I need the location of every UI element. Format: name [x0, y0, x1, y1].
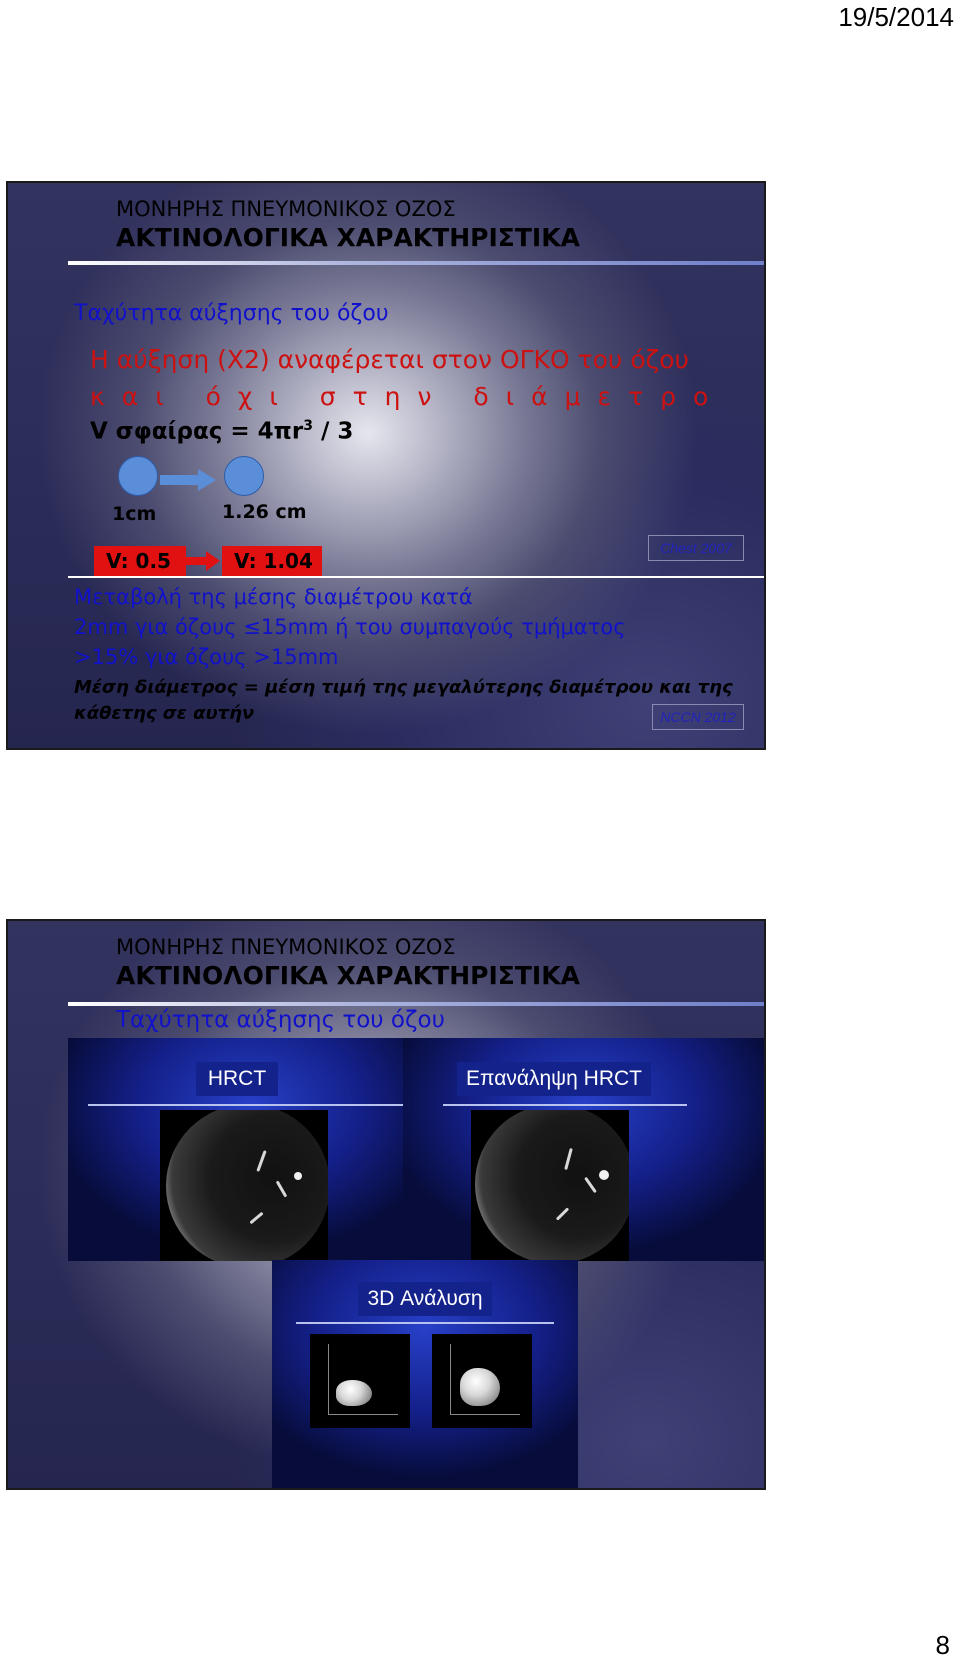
change-criterion-line1: Μεταβολή της μέσης διαμέτρου κατά: [74, 585, 473, 609]
volume-arrow-shaft: [184, 557, 208, 565]
slide-subtitle: ΜΟΝΗΡΗΣ ΠΝΕΥΜΟΝΙΚΟΣ ΟΖΟΣ: [116, 935, 456, 959]
hrct-scan-image: [160, 1110, 328, 1261]
title-underline: [68, 1002, 764, 1006]
hrct-panel: [68, 1038, 432, 1261]
section-heading: Ταχύτητα αύξησης του όζου: [74, 301, 389, 326]
slide-title: ΑΚΤΙΝΟΛΟΓΙΚΑ ΧΑΡΑΚΤΗΡΙΣΤΙΚΑ: [116, 961, 580, 990]
growth-arrow-shaft: [160, 475, 200, 485]
repeat-hrct-scan-image: [471, 1110, 629, 1261]
small-volume-badge: V: 0.5: [94, 546, 186, 576]
panel-rule: [296, 1322, 554, 1324]
page-date: 19/5/2014: [838, 2, 954, 32]
formula-exponent: 3: [303, 418, 313, 434]
x-axis: [328, 1414, 398, 1415]
repeat-hrct-label: Επανάληψη HRCT: [457, 1062, 651, 1096]
y-axis: [328, 1344, 329, 1414]
3d-analysis-panel: [272, 1260, 578, 1488]
section-divider: [68, 576, 764, 578]
sphere-volume-formula: [90, 418, 353, 445]
nodule-3d-shape: [336, 1380, 372, 1406]
x-axis: [450, 1414, 520, 1415]
slide-subtitle: ΜΟΝΗΡΗΣ ΠΝΕΥΜΟΝΙΚΟΣ ΟΖΟΣ: [116, 197, 456, 221]
nodule-mark: [599, 1170, 609, 1180]
formula-main: V σφαίρας = 4πr: [90, 418, 304, 445]
section-heading: Ταχύτητα αύξησης του όζου: [116, 1007, 445, 1033]
change-criterion-line3: >15% για όζους >15mm: [74, 645, 339, 669]
slide-hrct-follow-up: [6, 919, 766, 1490]
large-volume-badge: V: 1.04: [222, 546, 322, 576]
mean-diameter-definition-line1: Μέση διάμετρος = μέση τιμή της μεγαλύτερης διαμέτρου και της: [74, 677, 733, 698]
volume-statement: Η αύξηση (Χ2) αναφέρεται στον ΟΓΚΟ του όζου: [90, 345, 689, 374]
small-sphere-label: 1cm: [112, 503, 157, 525]
title-underline: [68, 261, 764, 265]
large-sphere-label: 1.26 cm: [222, 501, 307, 523]
diameter-statement: και όχι στην διάμετρο: [90, 382, 726, 411]
growth-arrow-icon: [198, 469, 216, 491]
small-sphere-icon: [118, 456, 158, 496]
panel-rule: [443, 1104, 687, 1106]
3d-render-initial: [310, 1334, 410, 1428]
page-number: 8: [935, 1630, 950, 1660]
slide-title: ΑΚΤΙΝΟΛΟΓΙΚΑ ΧΑΡΑΚΤΗΡΙΣΤΙΚΑ: [116, 223, 580, 252]
mean-diameter-definition-line2: κάθετης σε αυτήν: [74, 703, 255, 724]
nccn-2012-reference: NCCN 2012: [652, 704, 744, 730]
hrct-label: HRCT: [196, 1062, 278, 1096]
y-axis: [450, 1344, 451, 1414]
nodule-mark: [294, 1172, 302, 1180]
lung-slice: [166, 1110, 328, 1261]
slide-growth-rate: [6, 181, 766, 750]
3d-analysis-label: 3D Ανάλυση: [358, 1282, 492, 1316]
formula-tail: / 3: [312, 418, 354, 445]
repeat-hrct-panel: [403, 1038, 764, 1261]
large-sphere-icon: [224, 456, 264, 496]
3d-render-repeat: [432, 1334, 532, 1428]
lung-slice: [475, 1110, 629, 1261]
panel-rule: [88, 1104, 412, 1106]
change-criterion-line2: 2mm για όζους ≤15mm ή του συμπαγούς τμήματος: [74, 615, 626, 639]
chest-2007-reference: Chest 2007: [648, 535, 744, 561]
volume-arrow-icon: [206, 551, 220, 571]
nodule-3d-shape: [460, 1368, 500, 1406]
